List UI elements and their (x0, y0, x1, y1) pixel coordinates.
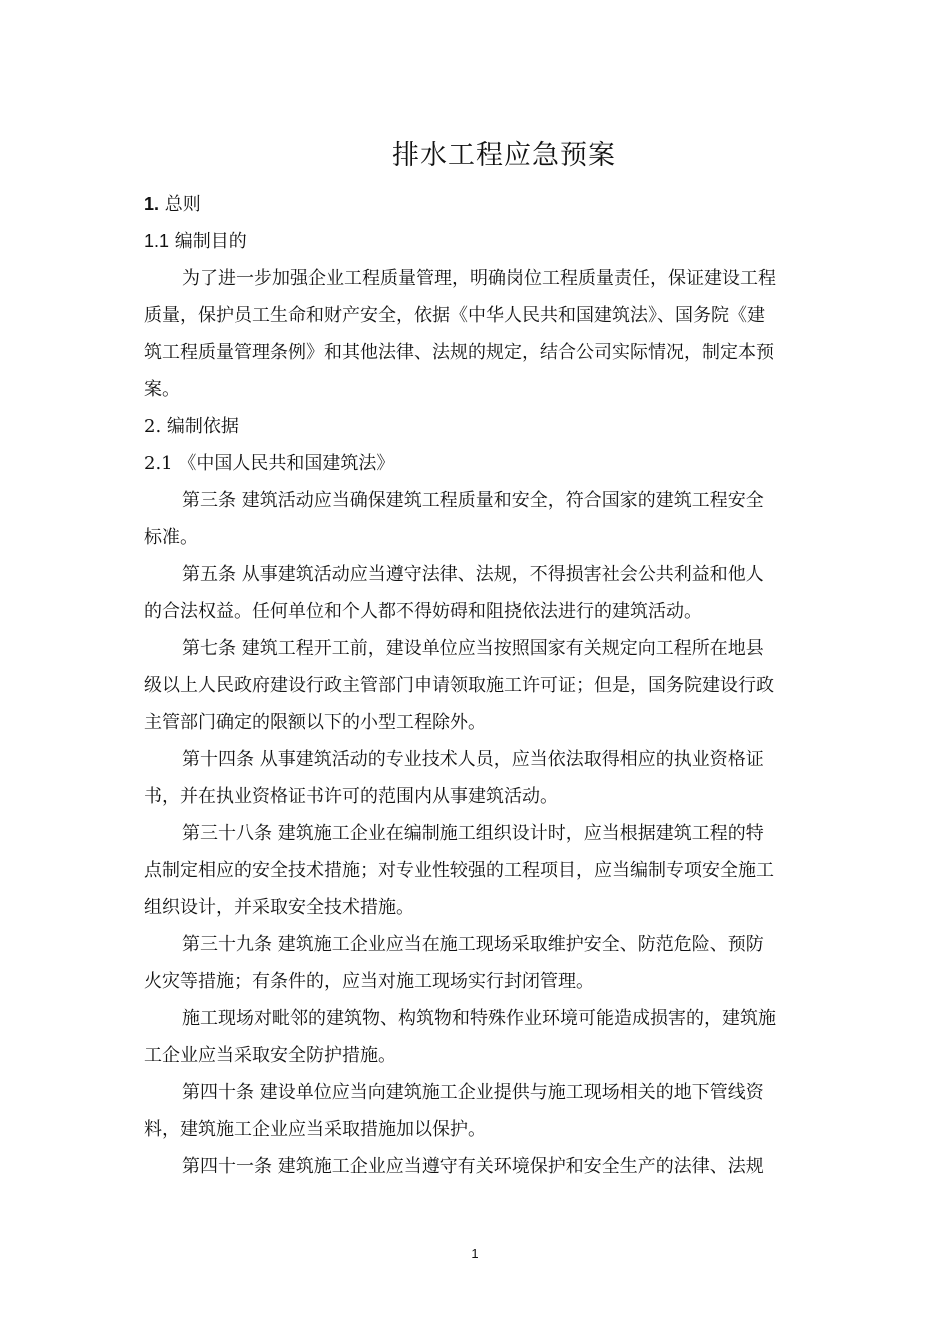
paragraph-line: 第五条 从事建筑活动应当遵守法律、法规，不得损害社会公共利益和他人 (182, 564, 764, 585)
section-heading-text: 总则 (164, 194, 201, 215)
paragraph-line: 点制定相应的安全技术措施；对专业性较强的工程项目，应当编制专项安全施工 (144, 860, 774, 881)
section-heading: 2.1 《中国人民共和国建筑法》 (144, 453, 395, 474)
paragraph-line: 级以上人民政府建设行政主管部门申请领取施工许可证；但是，国务院建设行政 (144, 675, 774, 696)
section-heading (144, 223, 808, 260)
section-heading (144, 186, 808, 223)
paragraph-line: 质量，保护员工生命和财产安全，依据《中华人民共和国建筑法》、国务院《建 (144, 305, 765, 326)
paragraph (144, 260, 808, 408)
paragraph (144, 1000, 808, 1074)
paragraph (144, 630, 808, 741)
paragraph (144, 741, 808, 815)
paragraph-line: 主管部门确定的限额以下的小型工程除外。 (144, 712, 486, 733)
paragraph-line: 工企业应当采取安全防护措施。 (144, 1045, 396, 1066)
paragraph-line: 第四十条 建设单位应当向建筑施工企业提供与施工现场相关的地下管线资 (182, 1082, 764, 1103)
section-heading: 2. 编制依据 (144, 416, 239, 437)
paragraph-line: 组织设计，并采取安全技术措施。 (144, 897, 414, 918)
paragraph-line: 第七条 建筑工程开工前，建设单位应当按照国家有关规定向工程所在地县 (182, 638, 764, 659)
document-title: 排水工程应急预案 (392, 140, 616, 171)
section-number: 1. (144, 194, 160, 214)
paragraph (144, 1074, 808, 1148)
paragraph (144, 482, 808, 556)
paragraph (144, 1148, 808, 1185)
paragraph-line: 书，并在执业资格证书许可的范围内从事建筑活动。 (144, 786, 558, 807)
paragraph (144, 556, 808, 630)
paragraph-line: 第十四条 从事建筑活动的专业技术人员，应当依法取得相应的执业资格证 (182, 749, 764, 770)
paragraph-line: 第四十一条 建筑施工企业应当遵守有关环境保护和安全生产的法律、法规 (182, 1156, 764, 1177)
paragraph-line: 案。 (144, 379, 180, 400)
paragraph-line: 施工现场对毗邻的建筑物、构筑物和特殊作业环境可能造成损害的，建筑施 (182, 1008, 776, 1029)
document-body (144, 186, 808, 1185)
paragraph-line: 第三条 建筑活动应当确保建筑工程质量和安全，符合国家的建筑工程安全 (182, 490, 764, 511)
paragraph-line: 第三十九条 建筑施工企业应当在施工现场采取维护安全、防范危险、预防 (182, 934, 764, 955)
paragraph-line: 火灾等措施；有条件的，应当对施工现场实行封闭管理。 (144, 971, 594, 992)
paragraph-line: 筑工程质量管理条例》和其他法律、法规的规定，结合公司实际情况，制定本预 (144, 342, 774, 363)
paragraph-line: 为了进一步加强企业工程质量管理，明确岗位工程质量责任，保证建设工程 (182, 268, 776, 289)
page-number: 1 (471, 1246, 479, 1261)
paragraph (144, 926, 808, 1000)
paragraph-line: 标准。 (144, 527, 198, 548)
paragraph-line: 第三十八条 建筑施工企业在编制施工组织设计时，应当根据建筑工程的特 (182, 823, 764, 844)
paragraph-line: 料，建筑施工企业应当采取措施加以保护。 (144, 1119, 486, 1140)
paragraph (144, 815, 808, 926)
section-number: 1.1 (144, 231, 170, 251)
section-heading-text: 编制目的 (174, 231, 247, 252)
paragraph-line: 的合法权益。任何单位和个人都不得妨碍和阻挠依法进行的建筑活动。 (144, 601, 702, 622)
